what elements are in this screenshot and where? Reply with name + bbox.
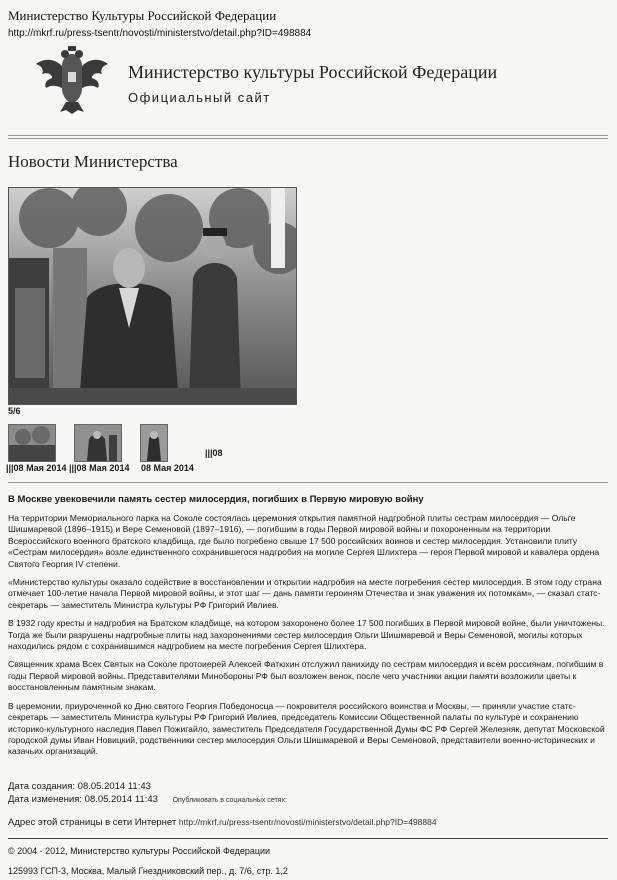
address-label: Адрес этой страницы в сети Интернет [8,817,177,828]
article-paragraph: В 1932 году кресты и надгробия на Братском кладбище, на котором захоронено более 17 500 погибших в Первой мировой войне, были уничтожены. Тогда же были разрушены надгробные плиты над захоронениями сестер милосердия Ольги Шишмаревой и Веры Семеновой, могилы которых находились рядом с сохранившимся надгробием на месте погребения Сергея Шлихтера. [8,618,605,652]
thumbnail-image [141,425,167,461]
address-url[interactable]: http://mkrf.ru/press-tsentr/novosti/ministerstvo/detail.php?ID=498884 [178,817,437,827]
article-paragraph: «Министерство культуры оказало содействие в восстановлении и открытии надгробия на месте погребения сестер милосердия. В этом году страна отмечает 100-летие начала Первой мировой войны, и этот шаг — дань памяти героиням Отечества и знак уважения их потомкам», — сказал статс-секретарь — заместитель Министра культуры РФ Григорий Ивлиев. [8,577,602,610]
footer-address: 125993 ГСП-3, Москва, Малый Гнездниковский пер., д. 7/6, стр. 1,2 [8,866,288,876]
photo-image [9,188,296,404]
page-address [8,817,437,828]
thumbnail-caption: 08 Мая 2014 [141,463,194,473]
header-divider-2 [8,138,608,139]
print-header [8,8,311,39]
article-paragraph: На территории Мемориального парка на Соколе состоялась церемония открытия памятной надгробной плиты сестрам милосердия — Ольге Шишмаревой (1896–1915) и Вере Семеновой (1897–1916), — погибшим в годы Первой мировой войны и похороненным на территории Всероссийского военного братского кладбища, где было погребено свыше 17 500 российских воинов и сестер милосердия. Установили плиту «Сестрам милосердия» возле единственного сохранившегося надгробия на могиле Сергея Шлихтера — героя Первой мировой и кавалера ордена Святого Георгия IV степени. [8,513,600,569]
gallery-counter: 5/6 [8,406,21,416]
article-paragraph: В церемонии, приуроченной ко Дню святого Георгия Победоносца — покровителя российского воинства и Москвы, — приняли участие статс-секретарь — заместитель Министра культуры РФ Григорий Ивлиев, председатель Комиссии Общественной палаты по культуре и сохранению историко-культурного наследия Павел Пожигайло, заместитель Председателя Государственной Думы ФС РФ Сергей Железняк, депутат Московской городской думы Иван Новицкий, родственники сестер милосердия Ольги Шишмаревой и Веры Семеновой, представители военно-исторических и казачьих организаций. [8,700,605,757]
thumbnail-caption: |||08 Мая 2014 [69,463,130,473]
double-headed-eagle-icon [30,44,114,114]
print-url: http://mkrf.ru/press-tsentr/novosti/ministerstvo/detail.php?ID=498884 [8,28,312,39]
thumbnail[interactable] [8,424,56,462]
footer-copyright: © 2004 - 2012, Министерство культуры Российской Федерации [8,846,271,856]
header-divider [8,135,608,136]
article-headline: В Москве увековечили память сестер милосердия, погибших в Первую мировую войну [8,494,424,505]
article-body [8,513,613,765]
article-paragraph: Священник храма Всех Святых на Соколе протоиерей Алексей Фатюхин отслужил панихиду по сестрам милосердия и всем россиянам, погибшим в годы Первой мировой войны. Представителями Минобороны РФ был возложен венок, после чего участники акции памяти возложили цветы к восстановленным памятным знакам. [8,659,604,693]
section-title: Новости Министерства [8,152,178,171]
article-meta [8,780,287,807]
masthead [30,44,590,120]
gallery-thumbnails [6,424,306,474]
news-photo[interactable] [8,187,297,405]
print-title: Министерство Культуры Российской Федерации [8,8,277,23]
gallery-divider [8,482,608,483]
thumbnail[interactable] [74,424,122,462]
thumbnail-image [9,425,55,461]
site-name: Министерство культуры Российской Федерации [128,62,498,82]
thumbnail-extra: |||08 [205,448,223,458]
site-subtitle: Официальный сайт [128,90,271,105]
share-label[interactable]: Опубликовать в социальных сетях: [172,797,287,804]
thumbnail[interactable] [140,424,168,462]
thumbnail-caption: |||08 Мая 2014 [6,463,67,473]
footer-divider [8,838,608,839]
created-date: Дата создания: 08.05.2014 11:43 [8,781,151,792]
modified-date: Дата изменения: 08.05.2014 11:43 [8,794,158,805]
thumbnail-image [75,425,121,461]
